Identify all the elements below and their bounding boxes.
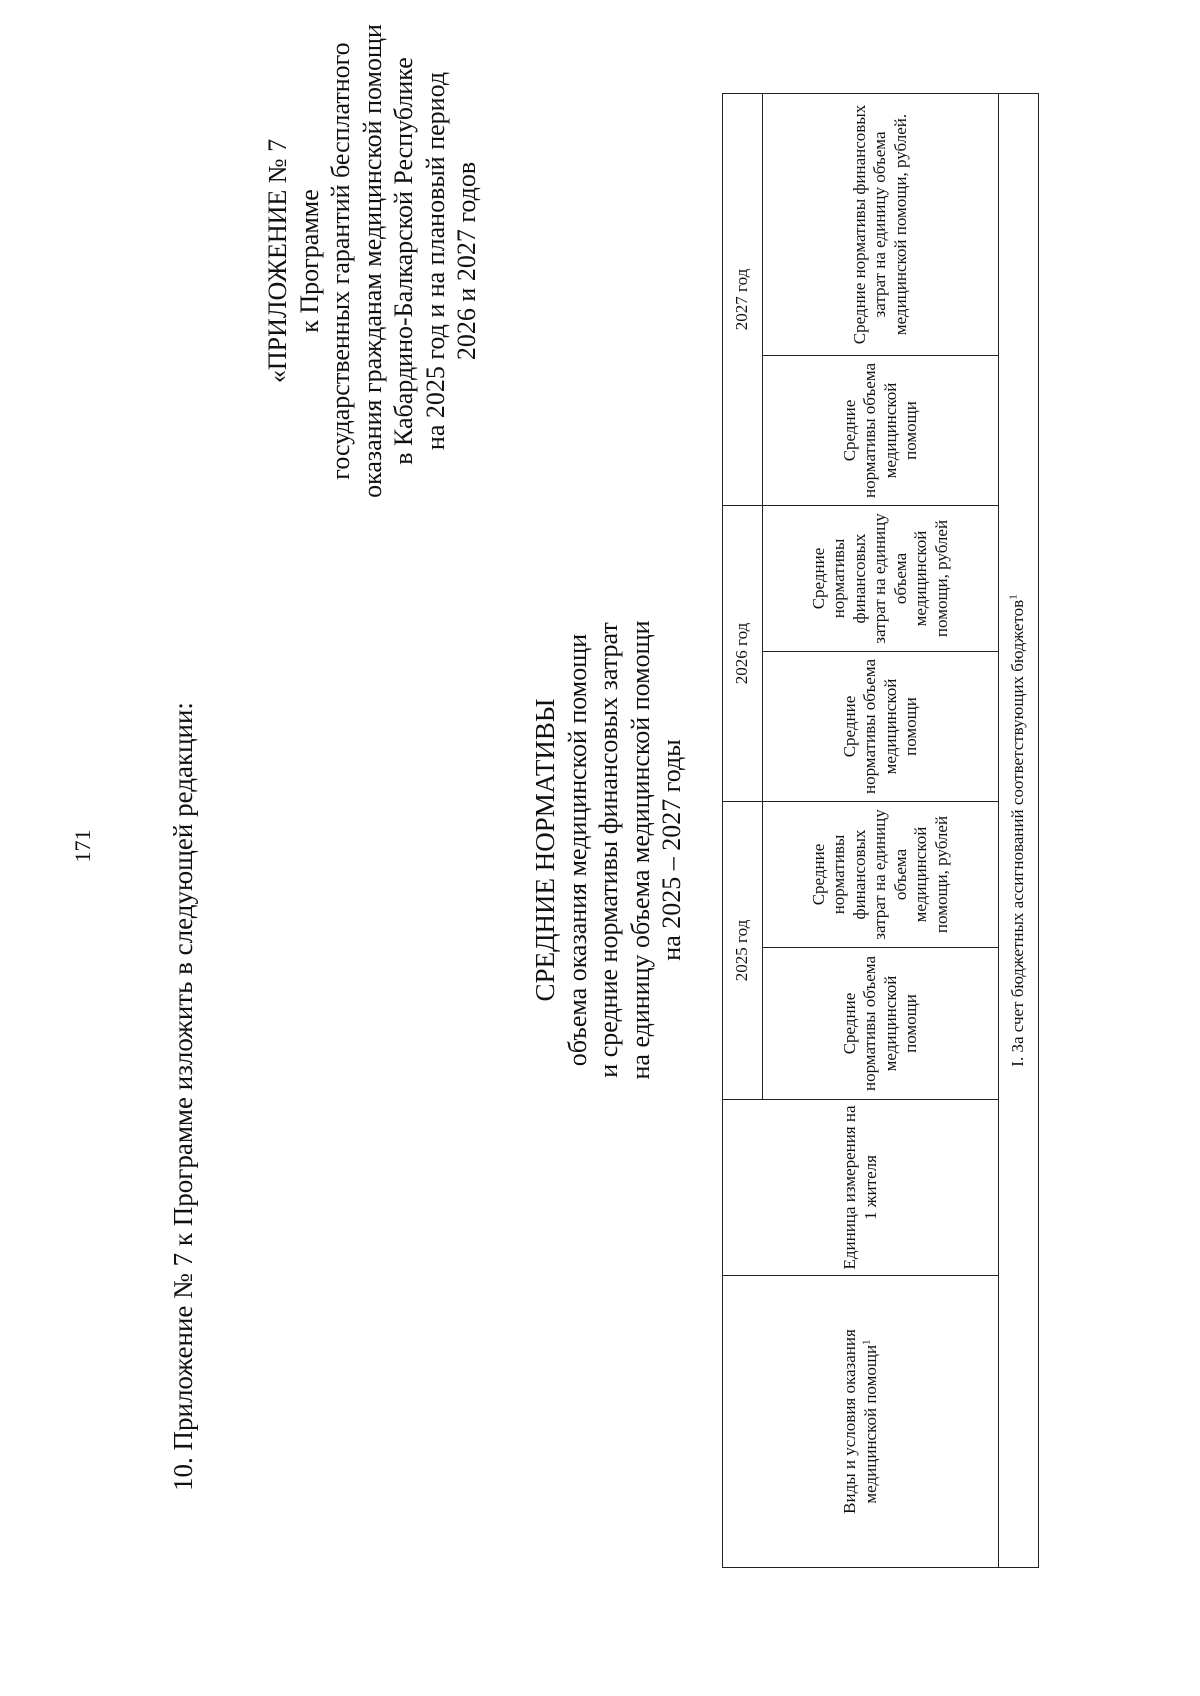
header-year-2027: 2027 год	[723, 94, 763, 506]
appendix-line-2: к Программе	[294, 189, 324, 333]
title-line-5: на 2025 – 2027 годы	[657, 739, 686, 961]
header-year-2025: 2025 год	[723, 802, 763, 1100]
header-volume-2027: Средние нормативы объема медицинской помощи	[763, 356, 999, 506]
appendix-line-1: «ПРИЛОЖЕНИЕ № 7	[263, 138, 292, 384]
section-row	[999, 94, 1039, 1568]
intro-paragraph: 10. Приложение № 7 к Программе изложить в следующей редакции:	[168, 702, 198, 1491]
norms-table	[722, 93, 1039, 1568]
header-cost-2025: Средние нормативы финансовых затрат на единицу объема медицинской помощи, рублей	[763, 802, 999, 948]
header-unit: Единица измерения на 1 жителя	[723, 1100, 999, 1276]
page-number: 171	[70, 829, 95, 863]
header-cost-2027: Средние нормативы финансовых затрат на единицу объема медицинской помощи, рублей.	[763, 94, 999, 356]
title-line-4: на единицу объема медицинской помощи	[625, 620, 655, 1080]
header-kinds: Виды и условия оказания медицинской помощи$^1$	[723, 1276, 999, 1568]
section-1-header: I. За счет бюджетных ассигнований соответствующих бюджетов$^1$	[999, 94, 1039, 1568]
header-row-years	[723, 94, 763, 1568]
title-main: СРЕДНИЕ НОРМАТИВЫ	[530, 698, 560, 1002]
header-year-2026: 2026 год	[723, 506, 763, 802]
title-line-2: объема оказания медицинской помощи	[562, 633, 592, 1067]
appendix-line-5: в Кабардино-Балкарской Республике	[389, 57, 418, 465]
header-volume-2025: Средние нормативы объема медицинской помощи	[763, 948, 999, 1100]
header-cost-2026: Средние нормативы финансовых затрат на единицу объема медицинской помощи, рублей	[763, 506, 999, 652]
appendix-header	[262, 21, 483, 501]
document-title	[530, 570, 688, 1130]
header-volume-2026: Средние нормативы объема медицинской помощи	[763, 652, 999, 802]
appendix-line-6: на 2025 год и на плановый период	[420, 71, 450, 451]
appendix-line-4: оказания гражданам медицинской помощи	[357, 24, 387, 498]
appendix-line-7: 2026 и 2027 годов	[452, 161, 481, 361]
title-line-3: и средние нормативы финансовых затрат	[594, 622, 623, 1078]
appendix-line-3: государственных гарантий бесплатного	[326, 42, 355, 480]
